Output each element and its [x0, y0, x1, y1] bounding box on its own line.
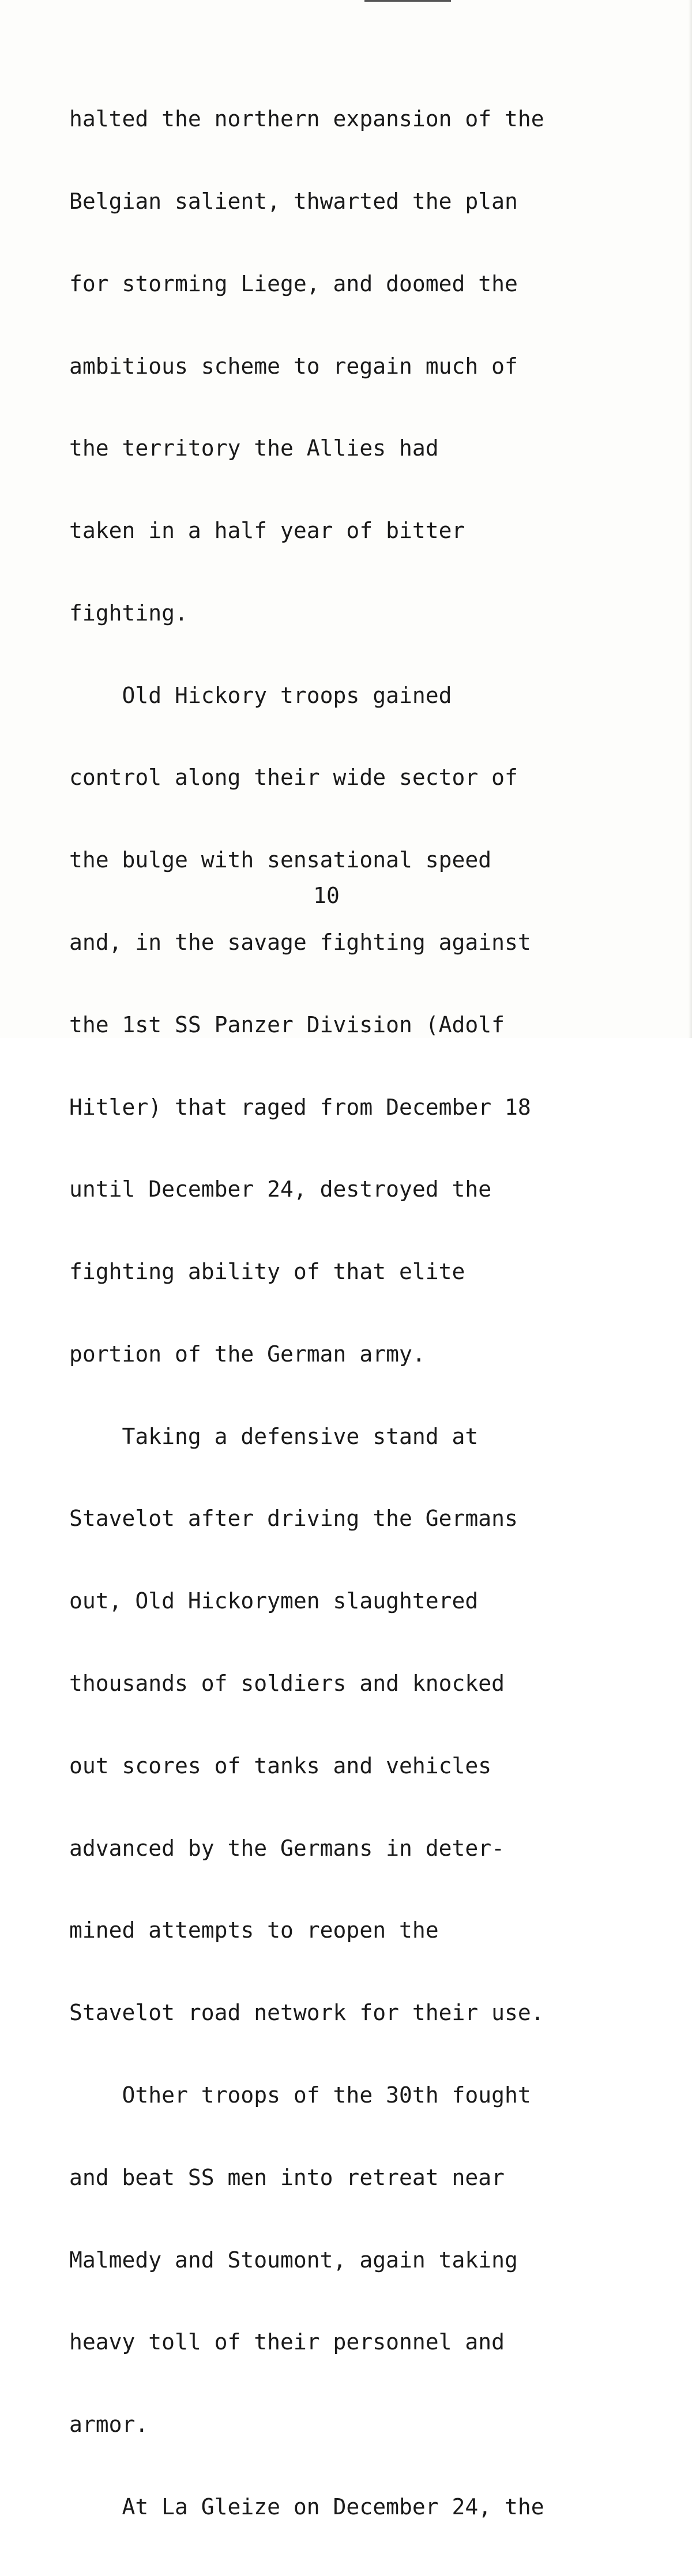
text-line: Taking a defensive stand at	[69, 1423, 479, 1449]
page-edge-shadow	[689, 0, 692, 1038]
text-line: fighting.	[69, 600, 188, 626]
text-line: and beat SS men into retreat near	[69, 2164, 505, 2190]
text-line: advanced by the Germans in deter-	[69, 1835, 505, 1861]
text-line: armor.	[69, 2412, 149, 2438]
text-line: halted the northern expansion of the	[69, 106, 544, 132]
text-line: Stavelot after driving the Germans	[69, 1506, 518, 1532]
text-line: Malmedy and Stoumont, again taking	[69, 2247, 518, 2273]
text-line: taken in a half year of bitter	[69, 518, 465, 544]
text-line: the 1st SS Panzer Division (Adolf	[69, 1011, 505, 1037]
body-text	[69, 51, 634, 2576]
text-line: out, Old Hickorymen slaughtered	[69, 1588, 479, 1614]
text-line: At La Gleize on December 24, the	[69, 2494, 544, 2519]
text-line: thousands of soldiers and knocked	[69, 1671, 505, 1697]
text-line: fighting ability of that elite	[69, 1259, 465, 1285]
text-line: Stavelot road network for their use.	[69, 2000, 544, 2026]
text-line: and, in the savage fighting against	[69, 930, 531, 955]
text-line: the bulge with sensational speed	[69, 847, 492, 873]
text-line: control along their wide sector of	[69, 765, 518, 791]
text-line: Old Hickory troops gained	[69, 682, 452, 708]
text-line: the territory the Allies had	[69, 435, 439, 461]
page-number: 10	[313, 883, 340, 908]
text-line: mined attempts to reopen the	[69, 1917, 439, 1943]
text-line: Belgian salient, thwarted the plan	[69, 188, 518, 214]
text-line: out scores of tanks and vehicles	[69, 1753, 492, 1778]
text-line: until December 24, destroyed the	[69, 1176, 492, 1202]
top-edge-rule	[364, 0, 451, 2]
text-line: Hitler) that raged from December 18	[69, 1094, 531, 1120]
text-line: portion of the German army.	[69, 1341, 426, 1367]
text-line: ambitious scheme to regain much of	[69, 353, 518, 379]
text-line: Other troops of the 30th fought	[69, 2082, 531, 2108]
text-line: heavy toll of their personnel and	[69, 2329, 505, 2355]
text-line: for storming Liege, and doomed the	[69, 270, 518, 296]
